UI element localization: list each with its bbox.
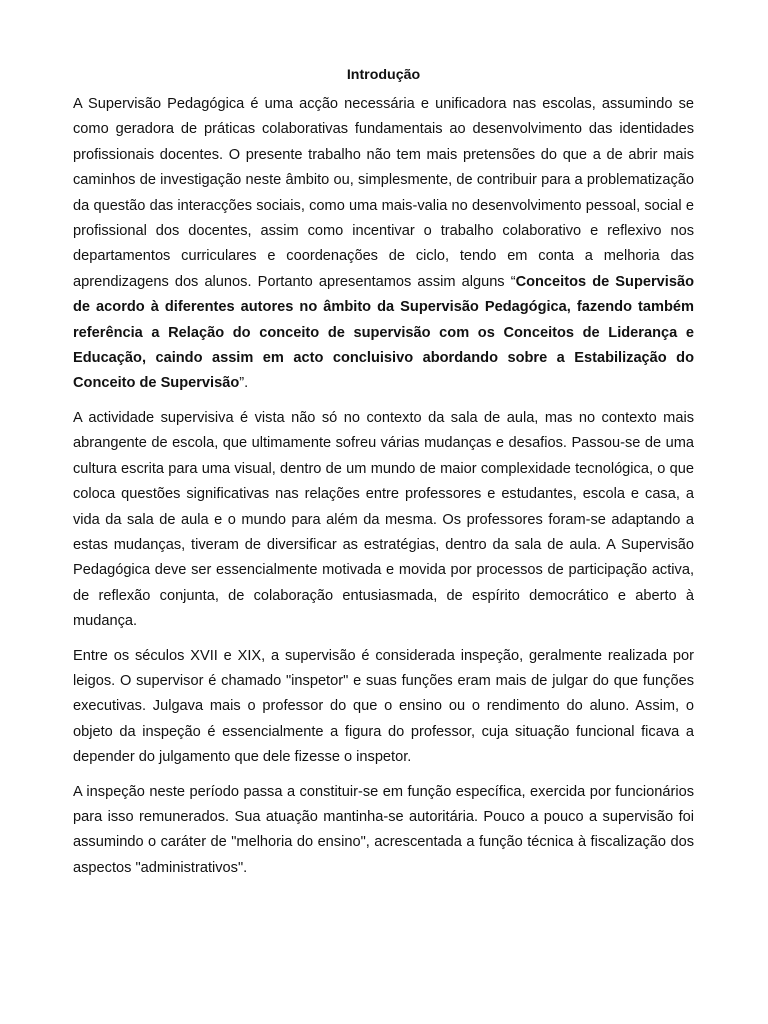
paragraph-intro xyxy=(73,92,694,397)
paragraph-4: A inspeção neste período passa a constituir-se em função específica, exercida por funcionários para isso remunerados. Sua atuação mantinha-se autoritária. Pouco a pouco a supervisão foi assumindo o caráter de "melhoria do ensino", acrescentada a função técnica à fiscalização dos aspectos "administrativos". xyxy=(73,783,694,876)
document-page xyxy=(73,64,694,890)
paragraph-3: Entre os séculos XVII e XIX, a supervisão é considerada inspeção, geralmente realizada por leigos. O supervisor é chamado "inspetor" e suas funções eram mais de julgar do que funções executivas. Julgava mais o professor do que o ensino ou o rendimento do aluno. Assim, o objeto da inspeção é essencialmente a figura do professor, cuja situação funcional ficava a depender do julgamento que dele fizesse o inspetor. xyxy=(73,647,694,766)
paragraph-intro-bold-text: Conceitos de Supervisão de acordo à diferentes autores no âmbito da Supervisão Pedagógica, fazendo também referência a Relação do conceito de supervisão com os Conceitos de Liderança e Educação, caindo assim em acto concluisivo abordando sobre a Estabilização do Conceito de Supervisão xyxy=(73,273,694,392)
document-title: Introdução xyxy=(346,67,421,83)
paragraph-intro-text-end: ”. xyxy=(239,375,249,392)
paragraph-intro-text-start: A Supervisão Pedagógica é uma acção necessária e unificadora nas escolas, assumindo se como geradora de práticas colaborativas fundamentais ao desenvolvimento das identidades profissionais docentes. O presente trabalho não tem mais pretensões do que a de abrir mais caminhos de investigação neste âmbito ou, simplesmente, de contribuir para a problematização da questão das interacções sociais, como uma mais-valia no desenvolvimento pessoal, social e profissional dos docentes, assim como incentivar o trabalho colaborativo e reflexivo nos departamentos curriculares e coordenações de ciclo, tendo em conta a melhoria das aprendizagens dos alunos. Portanto apresentamos assim alguns “ xyxy=(73,96,694,290)
paragraph-2: A actividade supervisiva é vista não só no contexto da sala de aula, mas no contexto mais abrangente de escola, que ultimamente sofreu várias mudanças e desafios. Passou-se de uma cultura escrita para uma visual, dentro de um mundo de maior complexidade tecnológica, o que coloca questões significativas nas relações entre professores e estudantes, escola e casa, a vida da sala de aula e o mundo para além da mesma. Os professores foram-se adaptando a estas mudanças, tiveram de diversificar as estratégias, dentro da sala de aula. A Supervisão Pedagógica deve ser essencialmente motivada e movida por processos de participação activa, de reflexão conjunta, de colaboração entusiasmada, de espírito democrático e aberto à mudança. xyxy=(73,409,694,630)
